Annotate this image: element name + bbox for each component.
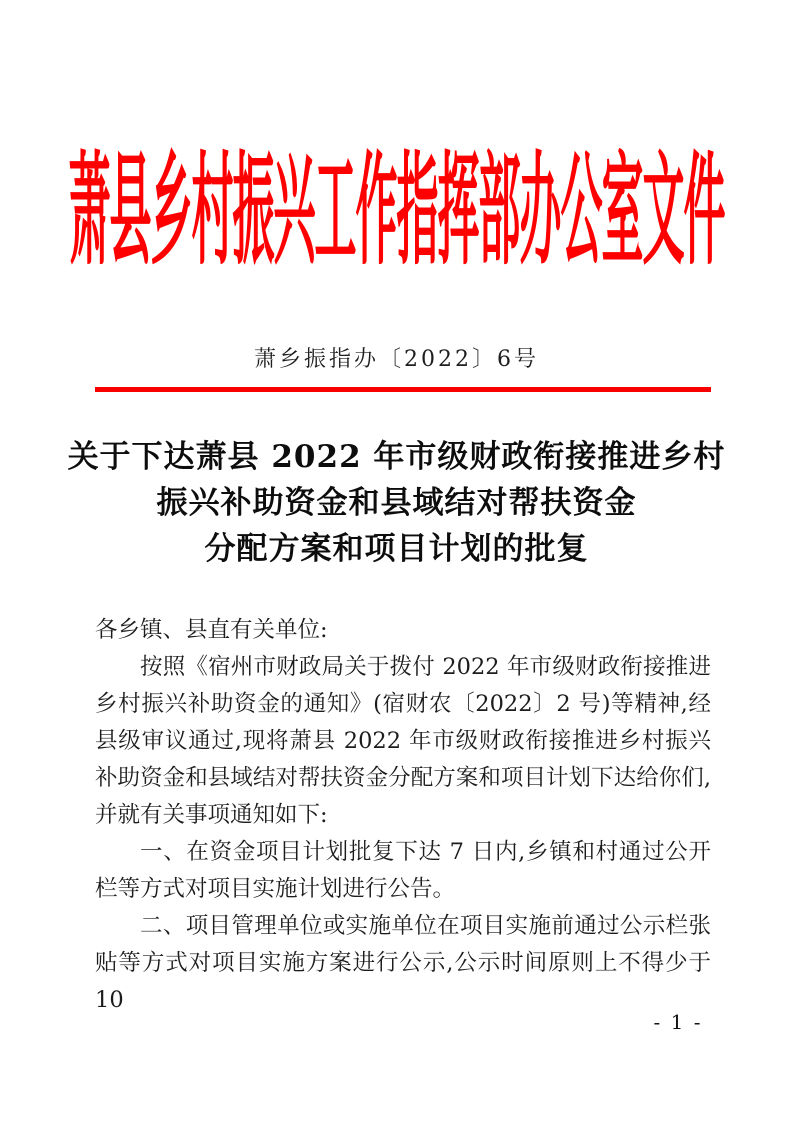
- paragraph-item-2: 二、项目管理单位或实施单位在项目实施前通过公示栏张贴等方式对项目实施方案进行公示,公示时间原则上不得少于 10: [95, 913, 711, 1013]
- document-title-line-3: 分配方案和项目计划的批复: [204, 531, 589, 567]
- red-letterhead-banner: [0, 139, 793, 282]
- salutation-line: 各乡镇、县直有关单位:: [95, 617, 328, 643]
- document-title-line-1: 关于下达萧县 2022 年市级财政衔接推进乡村: [67, 439, 726, 475]
- paragraph-item-1: 一、在资金项目计划批复下达 7 日内,乡镇和村通过公开栏等方式对项目实施计划进行公告。: [95, 839, 711, 902]
- page-number: - 1 -: [653, 1010, 703, 1034]
- paragraph-intro: 按照《宿州市财政局关于拨付 2022 年市级财政衔接推进乡村振兴补助资金的通知》(宿财农〔2022〕2 号)等精神,经县级审议通过,现将萧县 2022 年市级财政衔接推进乡村振兴补助资金和县域结对帮扶资金分配方案和项目计划下达给你们,并就有关事项通知如下:: [95, 654, 711, 828]
- document-reference-number: 萧乡振指办〔2022〕6号: [254, 347, 539, 372]
- red-divider-rule: [95, 387, 711, 392]
- document-title: [0, 434, 793, 572]
- document-body: [95, 612, 711, 1019]
- document-title-line-2: 振兴补助资金和县域结对帮扶资金: [156, 485, 637, 521]
- letterhead-title: 萧县乡村振兴工作指挥部办公室文件: [68, 139, 725, 282]
